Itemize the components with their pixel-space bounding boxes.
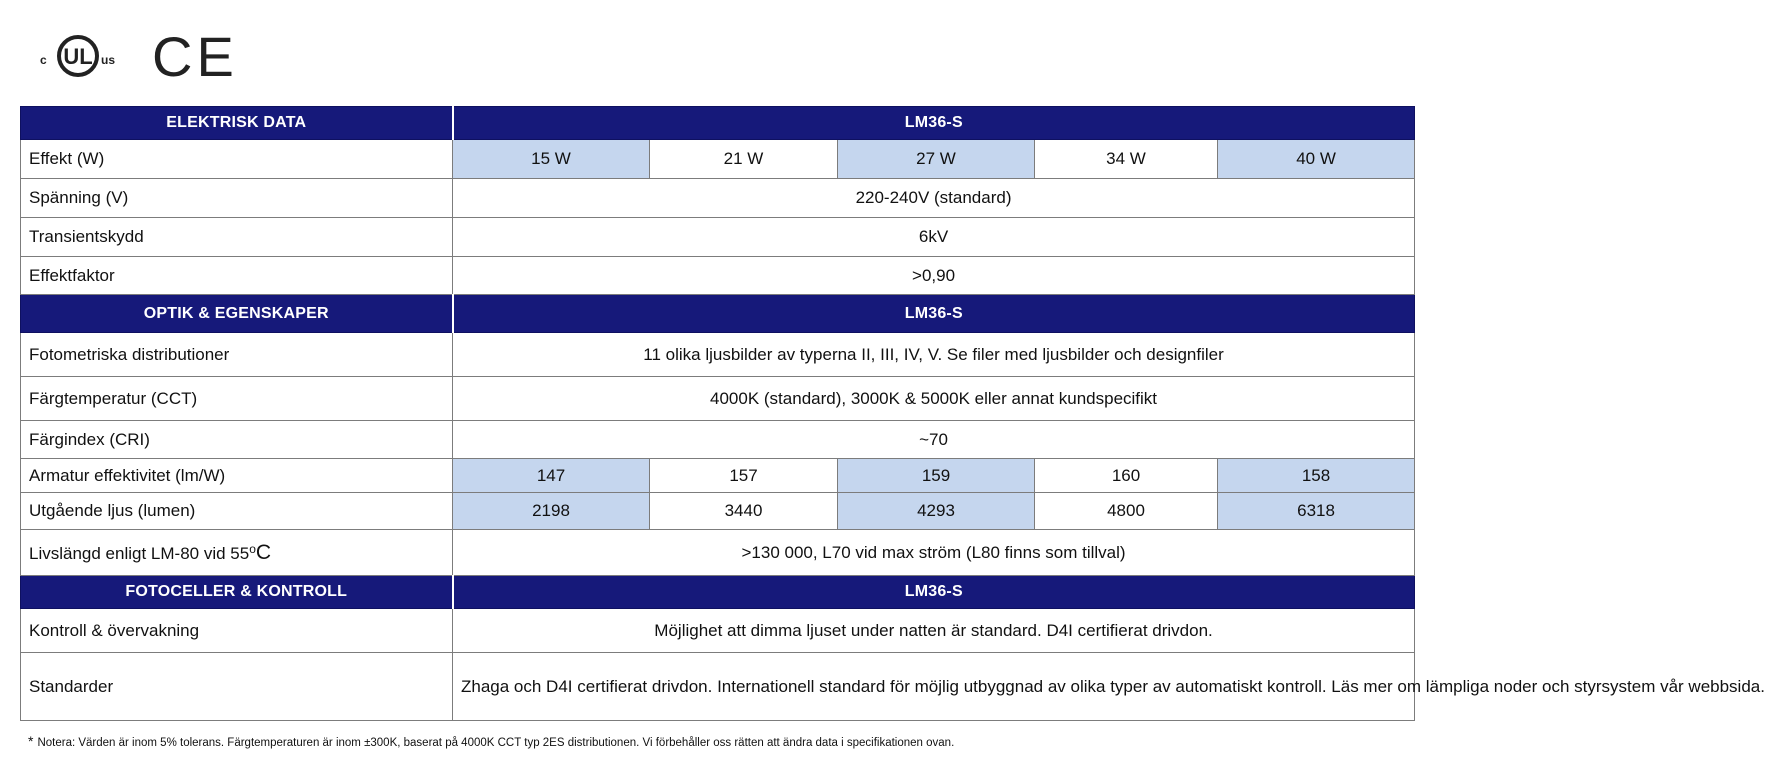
model-name: LM36-S xyxy=(453,576,1415,609)
row-distribution xyxy=(21,333,1415,377)
row-value: >130 000, L70 vid max ström (L80 finns som tillval) xyxy=(453,530,1415,576)
model-name: LM36-S xyxy=(453,295,1415,333)
row-power xyxy=(21,140,1415,179)
efficacy-value: 147 xyxy=(453,459,650,493)
row-label: Utgående ljus (lumen) xyxy=(21,493,453,530)
row-label: Transientskydd xyxy=(21,218,453,257)
row-cct xyxy=(21,377,1415,421)
power-value: 40 W xyxy=(1218,140,1415,179)
power-value: 21 W xyxy=(650,140,838,179)
lumen-value: 4293 xyxy=(838,493,1035,530)
row-label: Fotometriska distributioner xyxy=(21,333,453,377)
section-title: ELEKTRISK DATA xyxy=(21,107,453,140)
row-label: Effektfaktor xyxy=(21,257,453,295)
degree-symbol: o xyxy=(249,541,256,556)
row-label: Standarder xyxy=(21,653,453,721)
model-name: LM36-S xyxy=(453,107,1415,140)
section-header-control xyxy=(21,576,1415,609)
row-value: Möjlighet att dimma ljuset under natten är standard. D4I certifierat drivdon. xyxy=(453,609,1415,653)
efficacy-value: 158 xyxy=(1218,459,1415,493)
lumen-value: 3440 xyxy=(650,493,838,530)
ce-logo xyxy=(150,25,238,88)
footnote-star: * xyxy=(28,733,34,749)
efficacy-value: 160 xyxy=(1035,459,1218,493)
row-value: 220-240V (standard) xyxy=(453,179,1415,218)
ul-c-letter: c xyxy=(40,53,47,67)
section-title: FOTOCELLER & KONTROLL xyxy=(21,576,453,609)
row-value: ~70 xyxy=(453,421,1415,459)
row-label: Spänning (V) xyxy=(21,179,453,218)
power-value: 27 W xyxy=(838,140,1035,179)
row-voltage xyxy=(21,179,1415,218)
row-power-factor xyxy=(21,257,1415,295)
footnote-text: Notera: Värden är inom 5% tolerans. Färgtemperaturen är inom ±300K, baserat på 4000K CCT typ 2ES distributionen. Vi förbehåller oss rätten att ändra data i specifikationen ovan. xyxy=(37,737,955,749)
celsius-unit: C xyxy=(255,540,272,564)
spec-table xyxy=(20,106,1765,721)
ul-listed-logo xyxy=(38,26,138,86)
ce-letters: CE xyxy=(152,25,238,88)
row-label: Färgtemperatur (CCT) xyxy=(21,377,453,421)
row-lumen xyxy=(21,493,1415,530)
row-standards xyxy=(21,653,1415,721)
ul-letters: UL xyxy=(63,44,93,69)
section-header-electrical xyxy=(21,107,1415,140)
efficacy-value: 159 xyxy=(838,459,1035,493)
row-label: Färgindex (CRI) xyxy=(21,421,453,459)
lumen-value: 6318 xyxy=(1218,493,1415,530)
row-surge xyxy=(21,218,1415,257)
power-value: 34 W xyxy=(1035,140,1218,179)
lifetime-label-text: Livslängd enligt LM-80 vid 55 xyxy=(29,543,250,563)
section-header-optics xyxy=(21,295,1415,333)
row-value: 11 olika ljusbilder av typerna II, III, IV, V. Se filer med ljusbilder och designfiler xyxy=(453,333,1415,377)
row-label xyxy=(21,530,453,576)
row-label: Kontroll & övervakning xyxy=(21,609,453,653)
certification-logos xyxy=(38,26,238,86)
power-value: 15 W xyxy=(453,140,650,179)
lumen-value: 2198 xyxy=(453,493,650,530)
footnote xyxy=(28,733,954,749)
row-value: >0,90 xyxy=(453,257,1415,295)
row-value: 6kV xyxy=(453,218,1415,257)
row-control-monitor xyxy=(21,609,1415,653)
row-cri xyxy=(21,421,1415,459)
row-value: 4000K (standard), 3000K & 5000K eller annat kundspecifikt xyxy=(453,377,1415,421)
row-lifetime xyxy=(21,530,1415,576)
lumen-value: 4800 xyxy=(1035,493,1218,530)
row-label: Effekt (W) xyxy=(21,140,453,179)
row-efficacy xyxy=(21,459,1415,493)
row-label: Armatur effektivitet (lm/W) xyxy=(21,459,453,493)
row-value: Zhaga och D4I certifierat drivdon. Internationell standard för möjlig utbyggnad av olika typer av automatiskt kontroll. Läs mer om lämpliga noder och styrsystem vår webbsida. xyxy=(453,653,1415,721)
efficacy-value: 157 xyxy=(650,459,838,493)
section-title: OPTIK & EGENSKAPER xyxy=(21,295,453,333)
ul-us-letters: us xyxy=(101,53,116,67)
